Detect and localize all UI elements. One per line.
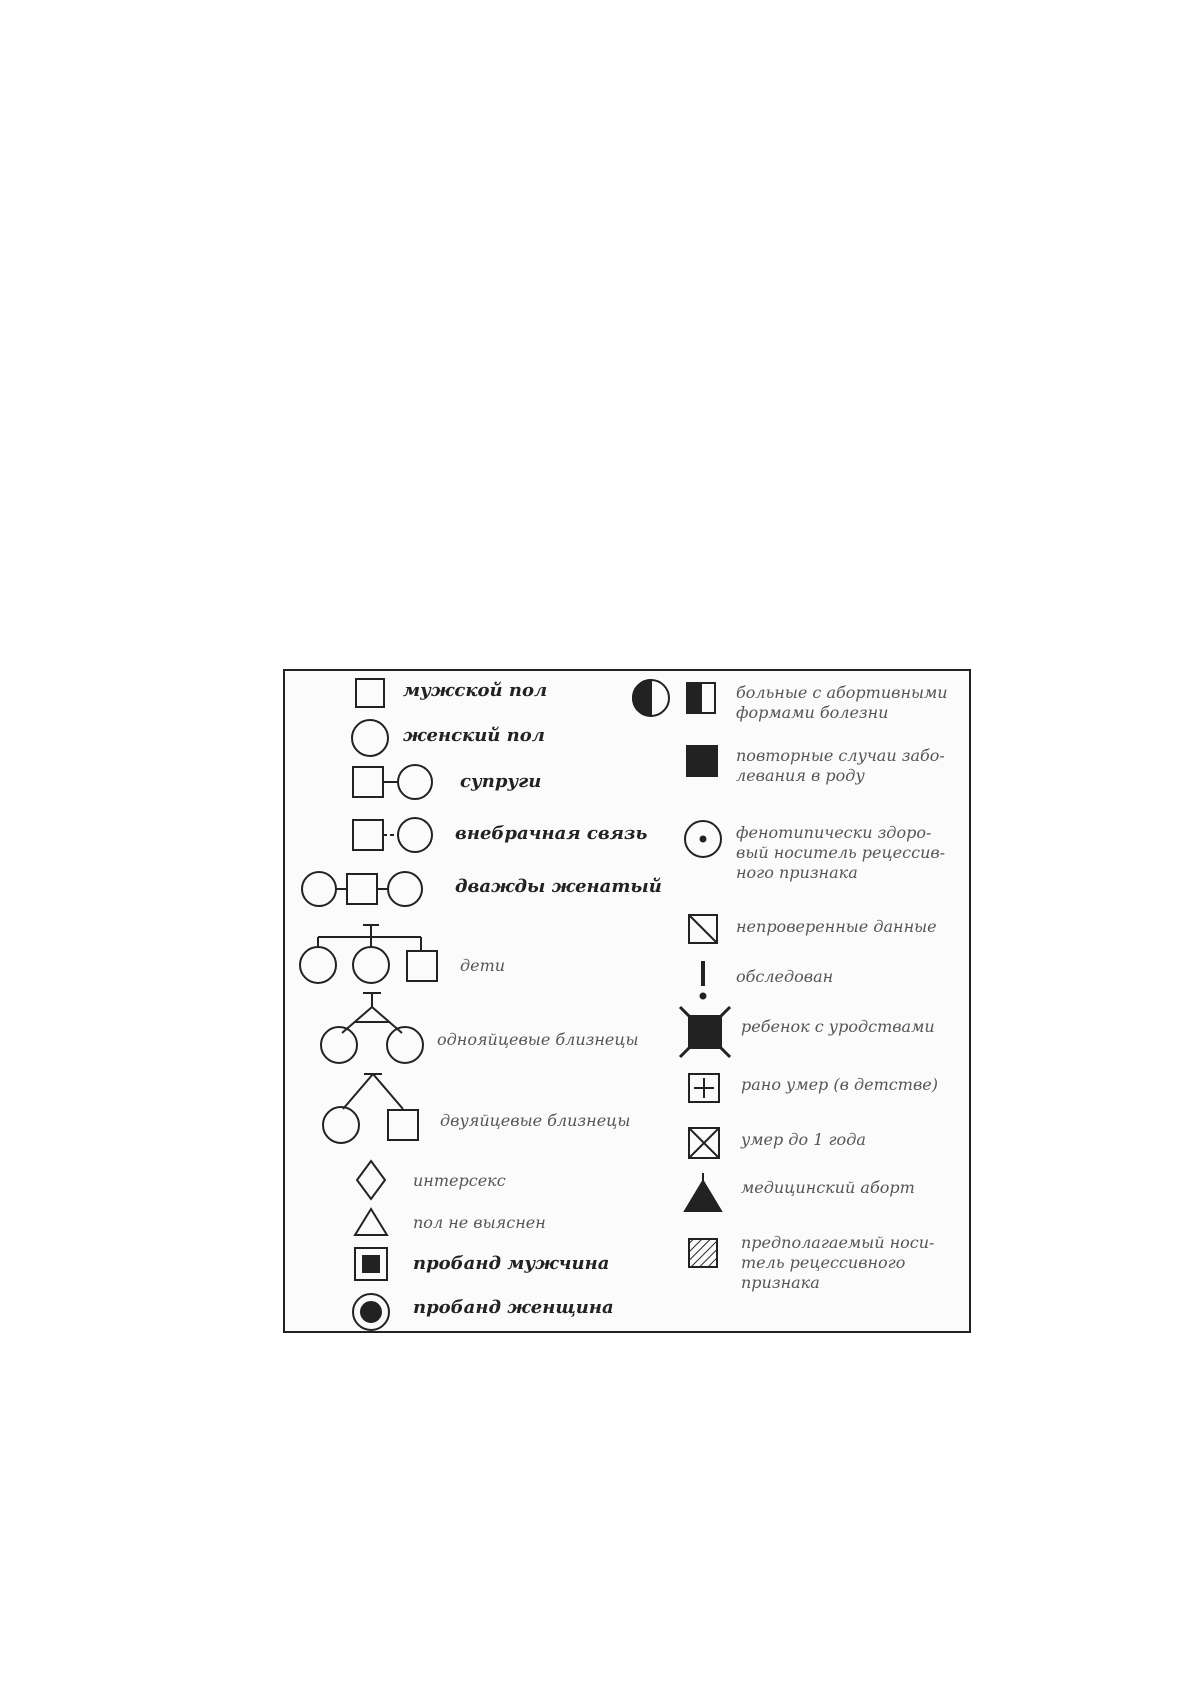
label-died-early: рано умер (в детстве) bbox=[741, 1075, 938, 1094]
carrier-circle-icon bbox=[685, 821, 721, 857]
label-unverified: непроверенные данные bbox=[736, 917, 937, 936]
died-early-icon bbox=[689, 1074, 719, 1102]
label-proband-female: пробанд женщина bbox=[413, 1297, 614, 1318]
label-twice-married: дважды женатый bbox=[455, 876, 662, 897]
twice-married-icon bbox=[302, 872, 422, 906]
proband-female-icon bbox=[353, 1294, 389, 1330]
spouses-icon bbox=[353, 765, 432, 799]
label-extramarital: внебрачная связь bbox=[455, 823, 648, 844]
label-female: женский пол bbox=[403, 725, 545, 746]
label-malformed-child: ребенок с уродствами bbox=[741, 1017, 935, 1036]
malformed-child-icon bbox=[680, 1007, 730, 1057]
male-square-icon bbox=[356, 679, 384, 707]
label-presumed-carrier: предполагаемый носи- тель рецессивного признака bbox=[741, 1233, 935, 1292]
children-icon bbox=[300, 925, 437, 983]
medical-abortion-icon bbox=[685, 1173, 721, 1211]
extramarital-icon bbox=[353, 818, 432, 852]
label-examined: обследован bbox=[736, 967, 834, 986]
proband-male-icon bbox=[355, 1248, 387, 1280]
examined-exclamation-icon bbox=[701, 961, 706, 999]
unknown-sex-triangle-icon bbox=[355, 1209, 387, 1235]
label-repeated-cases: повторные случаи забо- левания в роду bbox=[736, 746, 945, 785]
label-unknown-sex: пол не выяснен bbox=[413, 1213, 546, 1232]
presumed-carrier-icon bbox=[689, 1239, 717, 1267]
died-before-one-icon bbox=[689, 1128, 719, 1158]
label-died-before-one: умер до 1 года bbox=[741, 1130, 866, 1149]
fraternal-twins-icon bbox=[323, 1074, 418, 1143]
repeated-cases-square-icon bbox=[687, 746, 717, 776]
unverified-square-icon bbox=[689, 915, 717, 943]
label-identical-twins: однояйцевые близнецы bbox=[437, 1030, 639, 1049]
label-spouses: супруги bbox=[460, 771, 542, 792]
label-children: дети bbox=[460, 956, 506, 975]
abortive-form-icon bbox=[633, 680, 715, 716]
label-carrier: фенотипически здоро- вый носитель рецессив- ного признака bbox=[736, 823, 946, 882]
label-fraternal-twins: двуяйцевые близнецы bbox=[440, 1111, 631, 1130]
female-circle-icon bbox=[352, 720, 388, 756]
identical-twins-icon bbox=[321, 993, 423, 1063]
pedigree-legend-frame bbox=[283, 669, 971, 1333]
label-proband-male: пробанд мужчина bbox=[413, 1253, 610, 1274]
label-medical-abortion: медицинский аборт bbox=[741, 1178, 915, 1197]
label-abortive-forms: больные с абортивными формами болезни bbox=[736, 683, 948, 722]
label-intersex: интерсекс bbox=[413, 1171, 506, 1190]
intersex-diamond-icon bbox=[357, 1161, 385, 1199]
label-male: мужской пол bbox=[403, 680, 548, 701]
